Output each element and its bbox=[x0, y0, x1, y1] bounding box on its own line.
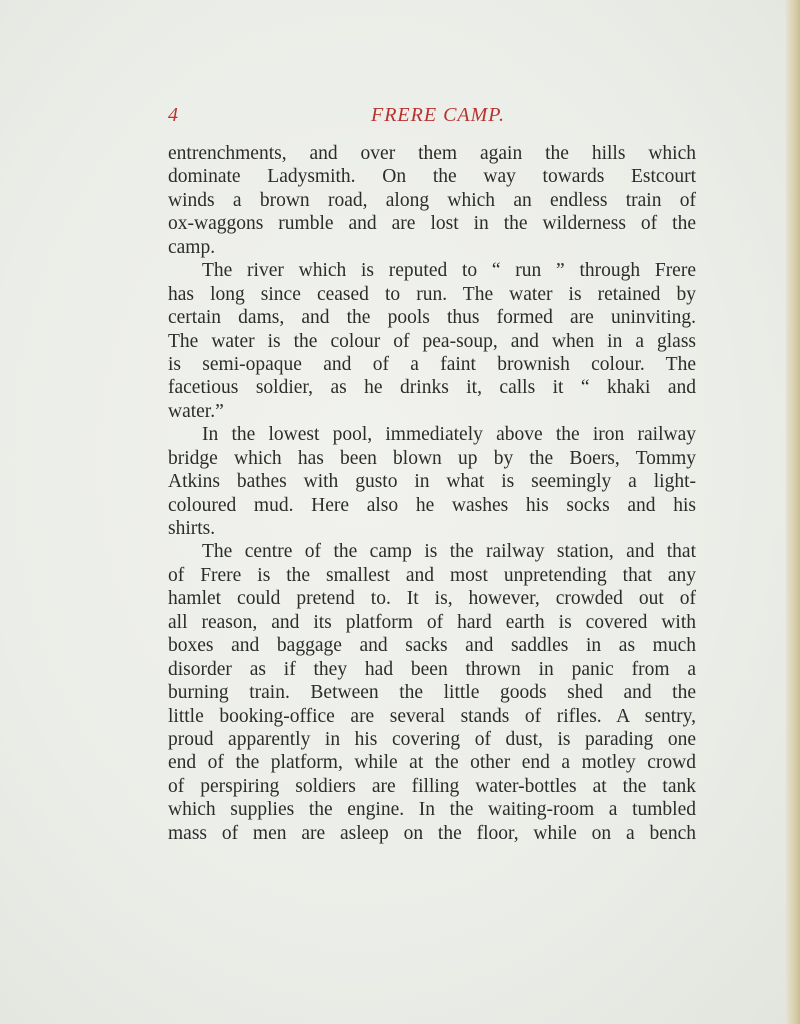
text-line: bridge which has been blown up by the Boers, Tommy bbox=[168, 447, 696, 469]
text-line: water.” bbox=[168, 400, 224, 422]
text-line: In the lowest pool, immediately above the iron railway bbox=[202, 424, 696, 446]
text-line: disorder as if they had been thrown in panic from a bbox=[168, 658, 696, 680]
text-line: entrenchments, and over them again the hills which bbox=[168, 143, 696, 164]
text-line: ox-waggons rumble and are lost in the wilderness of the bbox=[168, 213, 696, 235]
text-line: mass of men are asleep on the floor, while on a bench bbox=[168, 822, 696, 844]
text-line: The centre of the camp is the railway station, and that bbox=[202, 541, 696, 563]
text-line: all reason, and its platform of hard earth is covered with bbox=[168, 611, 696, 633]
page-edge bbox=[786, 0, 800, 1024]
running-title: FRERE CAMP. bbox=[371, 104, 505, 126]
page-number: 4 bbox=[168, 104, 178, 126]
text-line: of perspiring soldiers are filling water-bottles at the tank bbox=[168, 775, 696, 797]
text-line: boxes and baggage and sacks and saddles in as much bbox=[168, 635, 696, 657]
text-line: is semi-opaque and of a faint brownish colour. The bbox=[168, 353, 696, 375]
text-line: has long since ceased to run. The water is retained by bbox=[168, 283, 696, 305]
text-line: coloured mud. Here also he washes his socks and his bbox=[168, 494, 696, 516]
text-line: which supplies the engine. In the waiting-room a tumbled bbox=[168, 799, 696, 821]
text-line: end of the platform, while at the other end a motley crowd bbox=[168, 752, 696, 774]
text-line: proud apparently in his covering of dust, is parading one bbox=[168, 728, 696, 750]
text-line: The river which is reputed to “ run ” through Frere bbox=[202, 260, 696, 282]
text-line: dominate Ladysmith. On the way towards Estcourt bbox=[168, 166, 696, 188]
text-line: camp. bbox=[168, 236, 216, 258]
text-line: little booking-office are several stands of rifles. A sentry, bbox=[168, 705, 696, 727]
text-line: burning train. Between the little goods shed and the bbox=[168, 682, 696, 704]
body-text bbox=[168, 142, 696, 845]
text-line: hamlet could pretend to. It is, however, crowded out of bbox=[168, 588, 696, 610]
page-header bbox=[168, 104, 708, 134]
text-line: shirts. bbox=[168, 518, 216, 539]
text-line: Atkins bathes with gusto in what is seemingly a light- bbox=[168, 471, 696, 493]
text-line: facetious soldier, as he drinks it, calls it “ khaki and bbox=[168, 377, 696, 399]
text-line: certain dams, and the pools thus formed are uninviting. bbox=[168, 307, 696, 329]
text-line: The water is the colour of pea-soup, and when in a glass bbox=[168, 330, 696, 352]
text-line: winds a brown road, along which an endless train of bbox=[168, 189, 696, 211]
text-line: of Frere is the smallest and most unpretending that any bbox=[168, 564, 696, 586]
